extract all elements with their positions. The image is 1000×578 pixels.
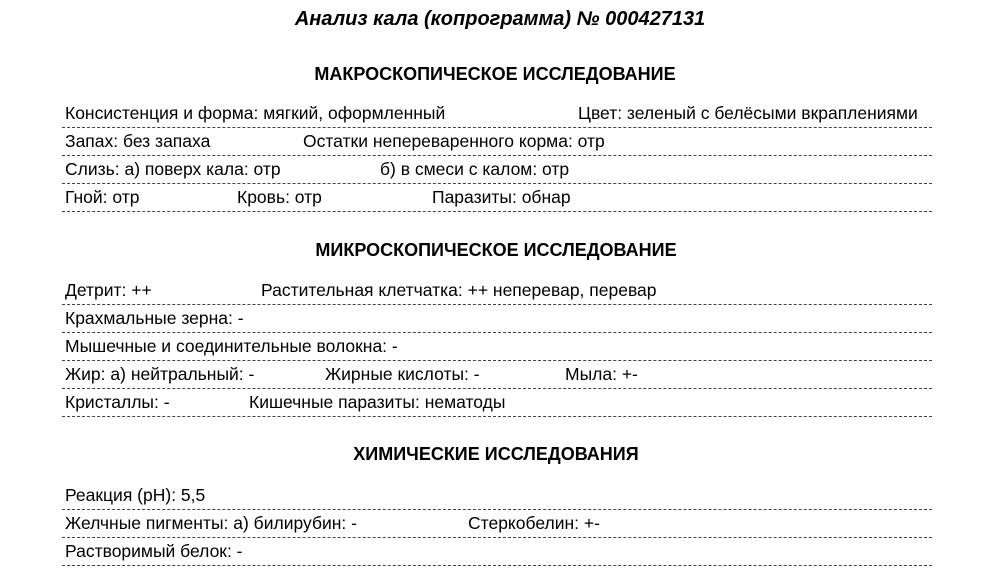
muscle-fibers-row xyxy=(62,333,932,361)
soluble-protein-row xyxy=(62,538,932,566)
starch-field: Крахмальные зерна: - xyxy=(65,308,244,328)
consistency-field: Консистенция и форма: мягкий, оформленный xyxy=(65,103,446,123)
pus-field: Гной: отр xyxy=(65,187,140,207)
parasites-field: Паразиты: обнар xyxy=(432,187,571,207)
crystals-row xyxy=(62,389,932,417)
soaps-field: Мыла: +- xyxy=(565,364,638,384)
stercobilin-field: Стеркобелин: +- xyxy=(468,513,600,533)
mucus-surface-field: Слизь: а) поверх кала: отр xyxy=(65,159,281,179)
document-title: Анализ кала (копрограмма) № 000427131 xyxy=(294,8,706,30)
microscopic-section-title: МИКРОСКОПИЧЕСКОЕ ИССЛЕДОВАНИЕ xyxy=(315,240,677,260)
bilirubin-field: Желчные пигменты: а) билирубин: - xyxy=(65,513,357,533)
chemical-section-title: ХИМИЧЕСКИЕ ИССЛЕДОВАНИЯ xyxy=(353,444,639,464)
neutral-fat-field: Жир: а) нейтральный: - xyxy=(65,364,255,384)
fat-row xyxy=(62,361,932,389)
intestinal-parasites-field: Кишечные паразиты: нематоды xyxy=(249,392,506,412)
consistency-color-row xyxy=(62,100,932,128)
mucus-mixed-field: б) в смеси с калом: отр xyxy=(380,159,570,179)
blood-field: Кровь: отр xyxy=(237,187,322,207)
undigested-food-field: Остатки непереваренного корма: отр xyxy=(303,131,605,151)
macroscopic-section-title: МАКРОСКОПИЧЕСКОЕ ИССЛЕДОВАНИЕ xyxy=(314,64,676,84)
plant-fiber-field: Растительная клетчатка: ++ неперевар, перевар xyxy=(261,280,657,300)
detritus-field: Детрит: ++ xyxy=(65,280,152,300)
detritus-row xyxy=(62,277,932,305)
smell-field: Запах: без запаха xyxy=(65,131,211,151)
starch-row xyxy=(62,305,932,333)
muscle-fibers-field: Мышечные и соединительные волокна: - xyxy=(65,336,398,356)
color-field: Цвет: зеленый с белёсыми вкраплениями xyxy=(578,103,918,123)
bile-pigments-row xyxy=(62,510,932,538)
soluble-protein-field: Растворимый белок: - xyxy=(65,541,243,561)
fatty-acids-field: Жирные кислоты: - xyxy=(325,364,480,384)
ph-field: Реакция (рН): 5,5 xyxy=(65,485,206,505)
pus-blood-parasites-row xyxy=(62,184,932,212)
mucus-row xyxy=(62,156,932,184)
crystals-field: Кристаллы: - xyxy=(65,392,170,412)
smell-row xyxy=(62,128,932,156)
ph-row xyxy=(62,482,932,510)
